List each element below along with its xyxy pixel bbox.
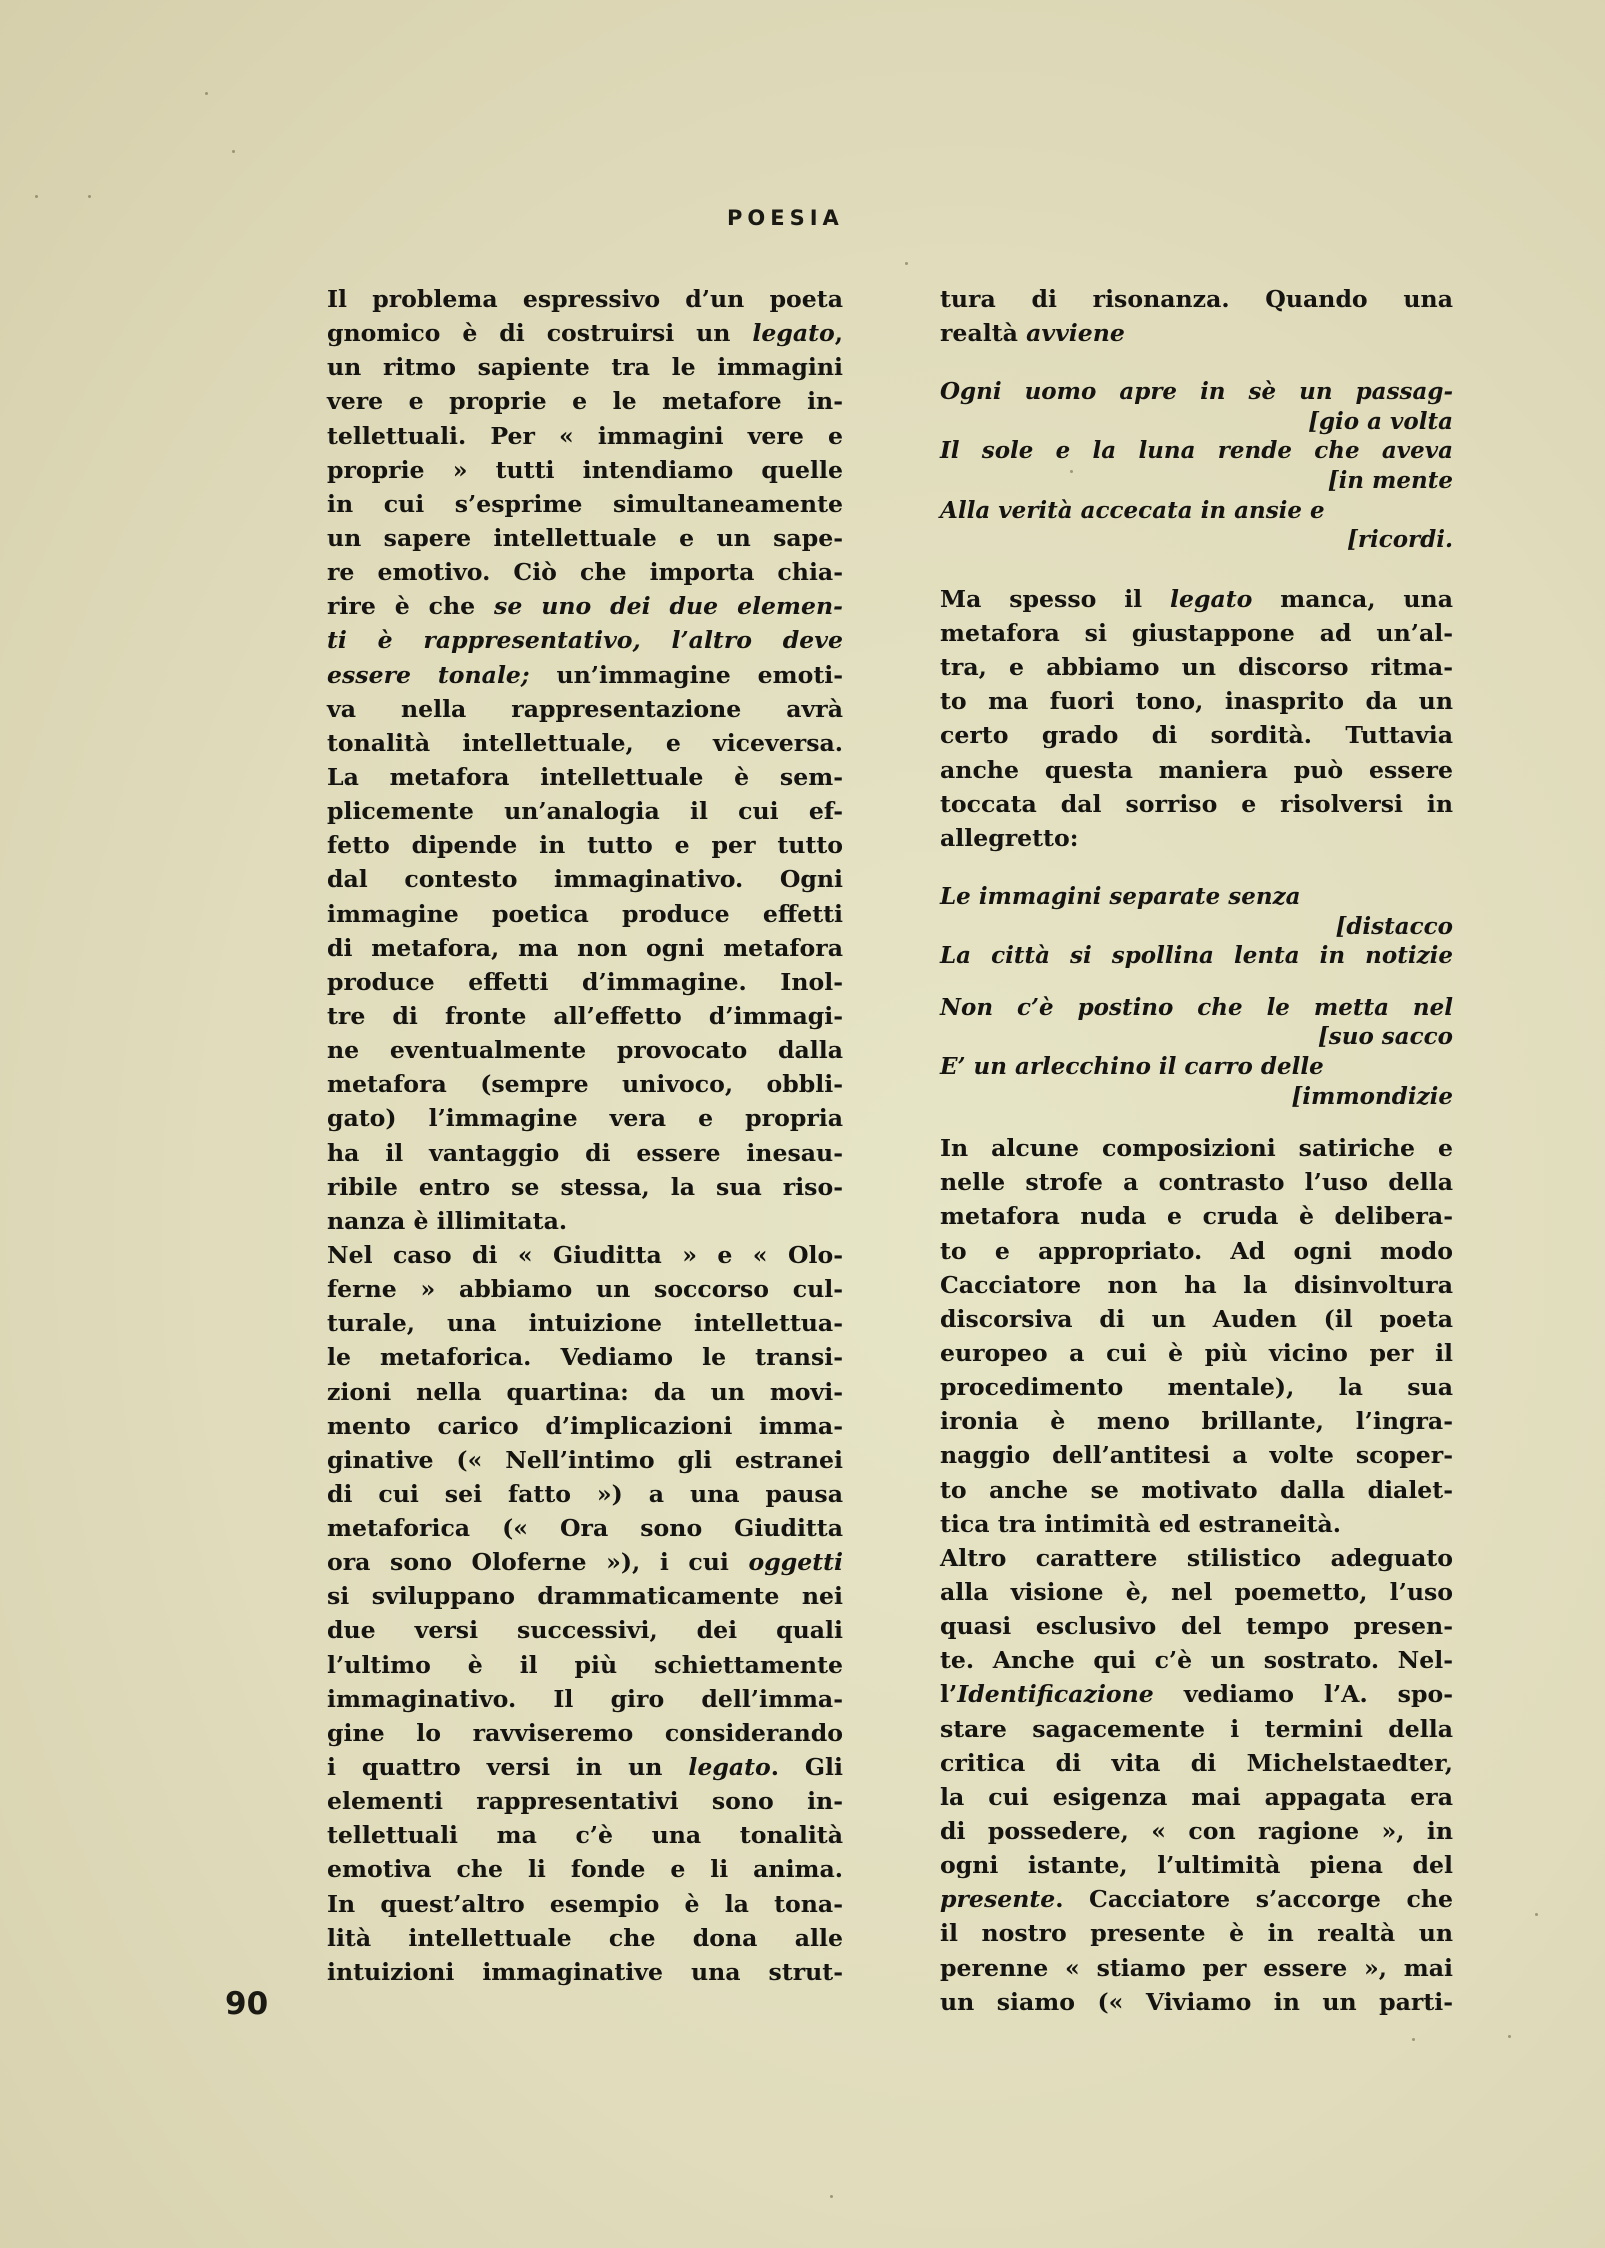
text-line: toccata dal sorriso e risolversi in xyxy=(940,789,1453,818)
text-line: Nel caso di « Giuditta » e « Olo- xyxy=(327,1240,843,1269)
text-line: un ritmo sapiente tra le immagini xyxy=(327,353,843,382)
verse-line: Le immagini separate senza xyxy=(940,882,1301,910)
text-line: ogni istante, l’ultimità piena del xyxy=(940,1851,1453,1880)
emphasis: ti è rappresentativo, l’altro deve xyxy=(327,626,843,655)
text-line: metafora nuda e cruda è delibera- xyxy=(940,1202,1453,1231)
text-line xyxy=(327,623,843,657)
paper-speck xyxy=(830,2195,833,2198)
text-line: tonalità intellettuale, e viceversa. xyxy=(327,728,843,757)
text-line: intuizioni immaginative una strut- xyxy=(327,1957,843,1986)
text-line: stare sagacemente i termini della xyxy=(940,1714,1453,1743)
left-column-text xyxy=(327,282,843,1989)
text-line: re emotivo. Ciò che importa chia- xyxy=(327,558,843,587)
poem-quote-2-stanza-2 xyxy=(940,993,1453,1111)
emphasis: essere tonale; xyxy=(327,660,530,689)
text-line: produce effetti d’immagine. Inol- xyxy=(327,967,843,996)
paper-speck xyxy=(232,150,235,153)
paper-speck xyxy=(205,92,208,95)
paper-speck xyxy=(1508,2035,1511,2038)
verse-line: Non c’è postino che le metta nel xyxy=(940,993,1453,1021)
paper-speck xyxy=(1412,2038,1415,2041)
text-line: plicemente un’analogia il cui ef- xyxy=(327,797,843,826)
verse-line: Il sole e la luna rende che aveva xyxy=(940,437,1453,465)
left-column xyxy=(327,282,843,1989)
paragraph-2 xyxy=(940,582,1453,855)
text-line: tellettuali ma c’è una tonalità xyxy=(327,1821,843,1850)
text-line: le metaforica. Vediamo le transi- xyxy=(327,1343,843,1372)
paper-speck xyxy=(1535,1913,1538,1916)
text-line: ribile entro se stessa, la sua riso- xyxy=(327,1172,843,1201)
text-line: europeo a cui è più vicino per il xyxy=(940,1338,1453,1367)
verse-continuation: [ricordi. xyxy=(1346,526,1453,554)
text-line: l’ultimo è il più schiettamente xyxy=(327,1650,843,1679)
text-line: perenne « stiamo per essere », mai xyxy=(940,1953,1453,1982)
paragraph-3 xyxy=(940,1131,1453,2019)
text-line: discorsiva di un Auden (il poeta xyxy=(940,1304,1453,1333)
text-line: gato) l’immagine vera e propria xyxy=(327,1104,843,1133)
verse-continuation: [gio a volta xyxy=(1308,407,1453,435)
text-line: ironia è meno brillante, l’ingra- xyxy=(940,1407,1453,1436)
intro-text xyxy=(940,282,1453,350)
text-line: Il problema espressivo d’un poeta xyxy=(327,285,843,313)
text-line: tra, e abbiamo un discorso ritma- xyxy=(940,653,1453,682)
text-line: ora sono Oloferne »), i cui oggetti xyxy=(327,1548,843,1577)
text-line: di cui sei fatto ») a una pausa xyxy=(327,1479,843,1508)
text-line: un siamo (« Viviamo in un parti- xyxy=(940,1987,1453,2016)
text-line: nanza è illimitata. xyxy=(327,1206,568,1235)
text-line: i quattro versi in un legato. Gli xyxy=(327,1753,843,1782)
text-line: ginative (« Nell’intimo gli estranei xyxy=(327,1445,843,1474)
verse-continuation: [distacco xyxy=(1335,912,1453,940)
emphasis: se uno dei due elemen- xyxy=(494,592,843,621)
page-number: 90 xyxy=(225,1986,269,2022)
text-line: te. Anche qui c’è un sostrato. Nel- xyxy=(940,1646,1453,1675)
emphasis: oggetti xyxy=(748,1548,843,1577)
text-line: ferne » abbiamo un soccorso cul- xyxy=(327,1275,843,1304)
emphasis: legato xyxy=(688,1753,771,1782)
verse-continuation: [in mente xyxy=(1327,467,1453,495)
text-line: emotiva che li fonde e li anima. xyxy=(327,1855,843,1884)
text-line: due versi successivi, dei quali xyxy=(327,1616,843,1645)
text-line: di metafora, ma non ogni metafora xyxy=(327,933,843,962)
text-line: un sapere intellettuale e un sape- xyxy=(327,523,843,552)
paper-speck xyxy=(1070,470,1073,473)
text-line: Cacciatore non ha la disinvoltura xyxy=(940,1270,1453,1299)
verse-continuation: [suo sacco xyxy=(1317,1023,1453,1051)
text-line: realtà avviene xyxy=(940,319,1125,348)
text-line: presente. Cacciatore s’accorge che xyxy=(940,1885,1453,1914)
text-line: to e appropriato. Ad ogni modo xyxy=(940,1236,1453,1265)
text-line: gnomico è di costruirsi un legato, xyxy=(327,319,843,348)
text-line: la cui esigenza mai appagata era xyxy=(940,1782,1453,1811)
emphasis: legato xyxy=(752,319,835,348)
text-line: anche questa maniera può essere xyxy=(940,755,1453,784)
text-line: immagine poetica produce effetti xyxy=(327,899,843,928)
right-column xyxy=(940,282,1453,2019)
text-line: La metafora intellettuale è sem- xyxy=(327,762,843,791)
text-line: dal contesto immaginativo. Ogni xyxy=(327,865,843,894)
text-line: turale, una intuizione intellettua- xyxy=(327,1309,843,1338)
text-line: In alcune composizioni satiriche e xyxy=(940,1134,1453,1163)
emphasis: avviene xyxy=(1026,319,1125,348)
emphasis: presente xyxy=(940,1885,1056,1914)
running-head: POESIA xyxy=(727,206,844,230)
text-line: In quest’altro esempio è la tona- xyxy=(327,1889,843,1918)
text-line: di possedere, « con ragione », in xyxy=(940,1816,1453,1845)
text-line: metafora si giustappone ad un’al- xyxy=(940,618,1453,647)
verse-line: Ogni uomo apre in sè un passag- xyxy=(940,378,1453,406)
text-line: mento carico d’implicazioni imma- xyxy=(327,1411,843,1440)
paper-speck xyxy=(35,195,38,198)
text-line: il nostro presente è in realtà un xyxy=(940,1919,1453,1948)
text-line: vere e proprie e le metafore in- xyxy=(327,387,843,416)
text-line: nelle strofe a contrasto l’uso della xyxy=(940,1168,1453,1197)
text-line: proprie » tutti intendiamo quelle xyxy=(327,455,843,484)
text-line: Ma spesso il legato manca, una xyxy=(940,584,1453,613)
text-line: alla visione è, nel poemetto, l’uso xyxy=(940,1577,1453,1606)
poem-quote-1 xyxy=(940,377,1453,555)
text-line: allegretto: xyxy=(940,823,1079,852)
text-line: l’Identificazione vediamo l’A. spo- xyxy=(940,1680,1453,1709)
verse-line: E’ un arlecchino il carro delle xyxy=(940,1052,1324,1080)
text-line: critica di vita di Michelstaedter, xyxy=(940,1748,1453,1777)
text-line: tre di fronte all’effetto d’immagi- xyxy=(327,1001,843,1030)
text-line: tellettuali. Per « immagini vere e xyxy=(327,421,843,450)
text-line: zioni nella quartina: da un movi- xyxy=(327,1377,843,1406)
text-line: to anche se motivato dalla dialet- xyxy=(940,1475,1453,1504)
text-line: in cui s’esprime simultaneamente xyxy=(327,489,843,518)
text-line: essere tonale; un’immagine emoti- xyxy=(327,660,843,689)
paper-speck xyxy=(88,195,91,198)
text-line: va nella rappresentazione avrà xyxy=(327,694,843,723)
emphasis: Identificazione xyxy=(957,1680,1154,1709)
text-line: metaforica (« Ora sono Giuditta xyxy=(327,1514,843,1543)
text-line: si sviluppano drammaticamente nei xyxy=(327,1582,843,1611)
text-line: Altro carattere stilistico adeguato xyxy=(940,1543,1453,1572)
text-line: naggio dell’antitesi a volte scoper- xyxy=(940,1441,1453,1470)
paper-speck xyxy=(905,262,908,265)
text-line: tura di risonanza. Quando una xyxy=(940,285,1453,313)
text-line: lità intellettuale che dona alle xyxy=(327,1923,843,1952)
verse-line: La città si spollina lenta in notizie xyxy=(940,942,1453,970)
text-line: procedimento mentale), la sua xyxy=(940,1373,1453,1402)
text-line: elementi rappresentativi sono in- xyxy=(327,1787,843,1816)
emphasis: legato xyxy=(1170,584,1253,613)
text-line: certo grado di sordità. Tuttavia xyxy=(940,721,1453,750)
text-line: rire è che se uno dei due elemen- xyxy=(327,592,843,621)
text-line: gine lo ravviseremo considerando xyxy=(327,1718,843,1747)
text-line: fetto dipende in tutto e per tutto xyxy=(327,831,843,860)
text-line: metafora (sempre univoco, obbli- xyxy=(327,1070,843,1099)
text-line: tica tra intimità ed estraneità. xyxy=(940,1509,1342,1538)
text-line: immaginativo. Il giro dell’imma- xyxy=(327,1684,843,1713)
text-line: ne eventualmente provocato dalla xyxy=(327,1036,843,1065)
verse-line: Alla verità accecata in ansie e xyxy=(940,496,1325,524)
text-line: quasi esclusivo del tempo presen- xyxy=(940,1612,1453,1641)
text-line: to ma fuori tono, inasprito da un xyxy=(940,687,1453,716)
text-line: ha il vantaggio di essere inesau- xyxy=(327,1138,843,1167)
verse-continuation: [immondizie xyxy=(1291,1082,1453,1110)
poem-quote-2-stanza-1 xyxy=(940,882,1453,971)
